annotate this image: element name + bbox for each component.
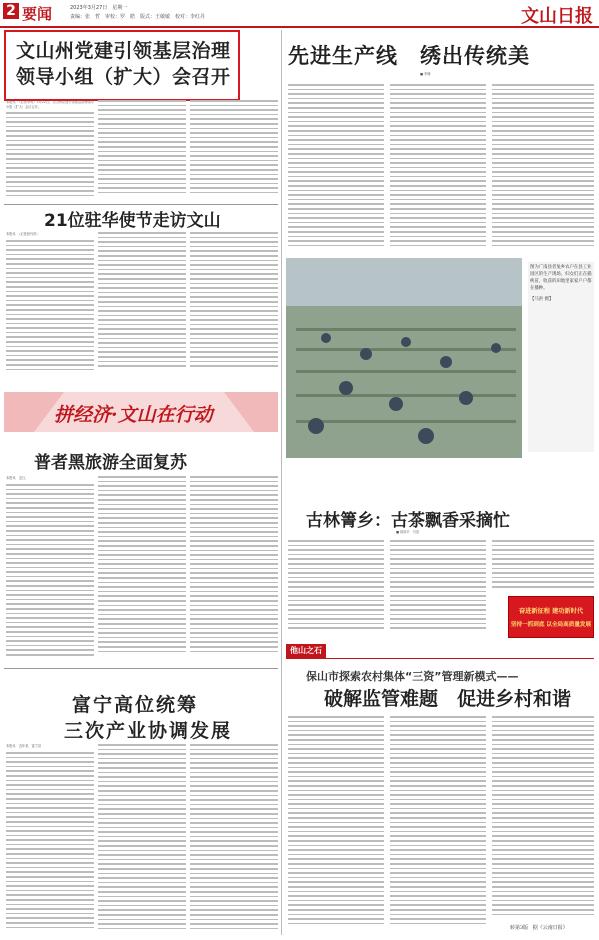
continued-note: 转第3版 [510, 925, 529, 931]
planting-byline: ■ 李珊 [420, 72, 431, 76]
tourism-byline: 本报讯 近日， [6, 476, 29, 480]
planting-body-1 [288, 84, 384, 252]
tourism-body-2 [98, 476, 186, 662]
photo-caption-text: 图为广南县者兔乡农户在县工业园区的生产现场，妇女们正在插秧苗，收获的田地里家家户户都在播种。 [530, 265, 592, 291]
lead-byline: 本报讯 （记者李玥）3月22日，文山州党建引领基层治理领导小组（扩大）会议召开。 [6, 100, 94, 109]
other-mountain-label [286, 644, 326, 658]
tea-title: 古林箐乡：古茶飘香采摘忙 [306, 511, 510, 531]
planting-body-3 [492, 84, 594, 252]
industry-byline: 本报讯 近年来，富宁县 [6, 744, 42, 748]
industry-body-3 [190, 744, 278, 934]
lead-body-3 [190, 100, 278, 200]
farm-photo [286, 258, 522, 458]
industry-title-1: 富宁高位统筹 [72, 694, 199, 716]
lead-body-2 [98, 100, 186, 200]
ambassadors-body-3 [190, 232, 278, 375]
baoshan-kicker: 保山市探索农村集体“三资”管理新模式—— [306, 670, 519, 683]
rule [4, 668, 278, 669]
ambassadors-title: 21位驻华使节走访文山 [44, 211, 221, 231]
planting-title: 先进生产线 绣出传统美 [288, 44, 530, 68]
rule [286, 658, 594, 659]
photo-caption [528, 262, 594, 452]
ambassadors-byline: 本报讯 （记者彭丹洪） [6, 232, 40, 236]
farm-photo-scene [286, 258, 522, 458]
slogan-line-2: 坚持一抓到底 以全局高质量发展 [510, 622, 592, 628]
rule [4, 204, 278, 205]
masthead [0, 0, 599, 28]
baoshan-body-1 [288, 716, 384, 930]
baoshan-body-3 [492, 716, 594, 920]
slogan-line-1: 奋进新征程 建功新时代 [518, 608, 584, 615]
lead-body-1 [6, 112, 94, 200]
source-note: 据《云南日报》 [532, 925, 568, 931]
newspaper-logo: 文山日报 [521, 6, 593, 27]
other-mountain-label-text: 他山之石 [290, 646, 322, 655]
tourism-title: 普者黑旅游全面复苏 [34, 453, 187, 473]
lead-title-1: 文山州党建引领基层治理 [16, 40, 231, 62]
lead-title-2: 领导小组（扩大）会召开 [16, 66, 231, 88]
ambassadors-body-2 [98, 232, 186, 375]
photo-credit: 【马洪 摄】 [530, 297, 554, 302]
tea-byline: ■ 蒋如平 马浩 [396, 530, 420, 534]
baoshan-body-2 [390, 716, 486, 930]
slogan-box [508, 596, 594, 638]
section-label: 要闻 [22, 5, 53, 23]
baoshan-title: 破解监管难题 促进乡村和谐 [324, 688, 572, 710]
editor-line: 责编：张 哲 审校：罗 皓 版式：王敏敏 校对：李红丹 [70, 14, 206, 20]
economy-banner-text: 拼经济·文山在行动 [54, 404, 213, 426]
industry-title-2: 三次产业协调发展 [64, 720, 233, 742]
industry-body-1 [6, 752, 94, 934]
ambassadors-body-1 [6, 240, 94, 375]
footer-continued [510, 924, 568, 931]
tea-body-2 [390, 540, 486, 636]
column-divider [281, 30, 282, 935]
tourism-body-3 [190, 476, 278, 662]
planting-body-2 [390, 84, 486, 252]
date-line: 2023年3月27日 星期一 [70, 5, 128, 11]
economy-banner [4, 392, 278, 432]
page-number: 2 [3, 3, 19, 19]
tourism-body-1 [6, 484, 94, 662]
tea-body-1 [288, 540, 384, 636]
tea-body-3 [492, 540, 594, 592]
industry-body-2 [98, 744, 186, 934]
